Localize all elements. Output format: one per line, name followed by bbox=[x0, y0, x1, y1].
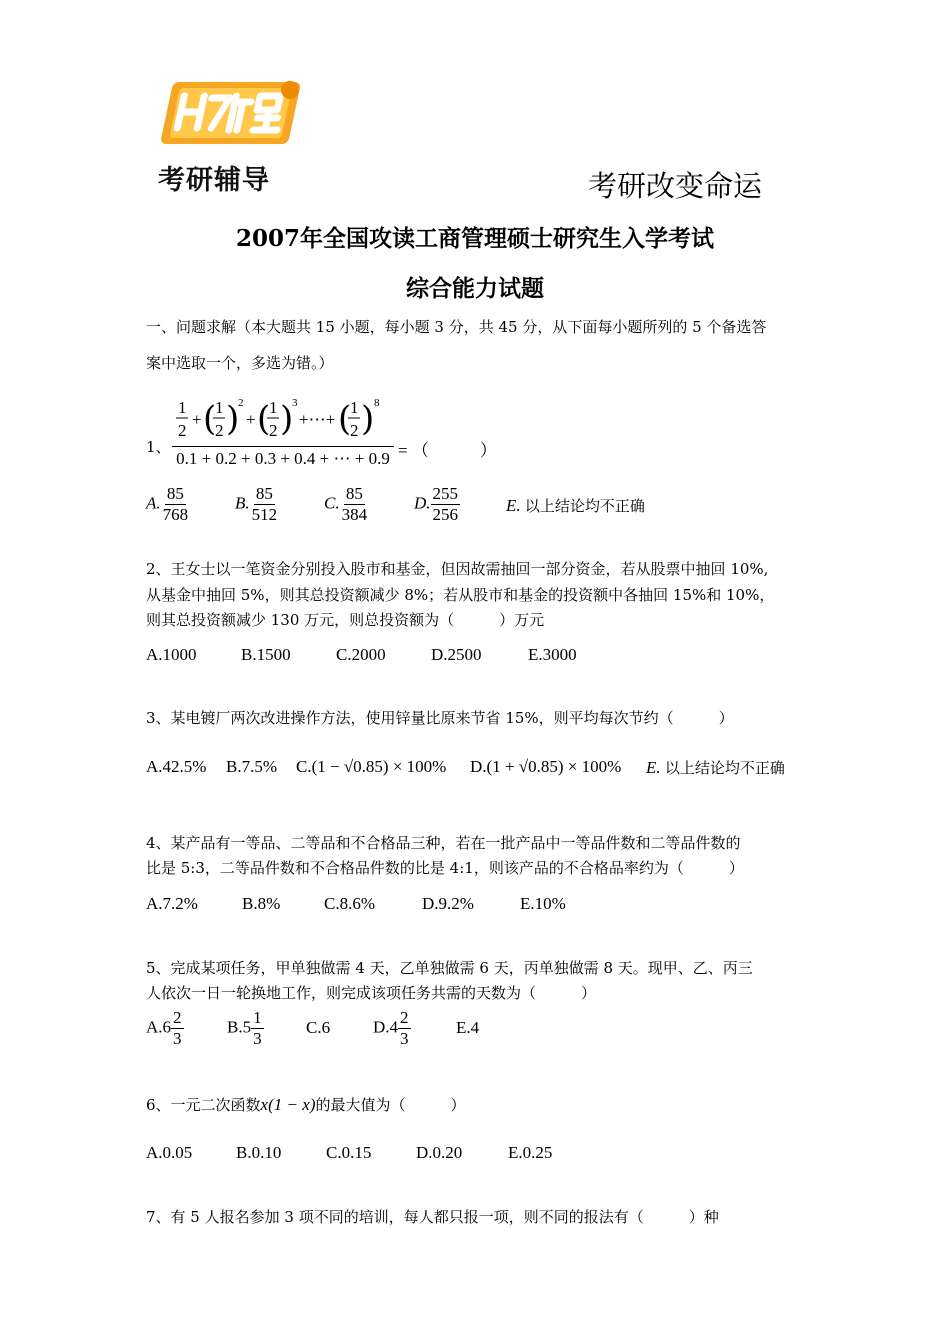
q2-option-a: A.1000 bbox=[146, 645, 197, 664]
q6-option-b: B.0.10 bbox=[236, 1143, 282, 1162]
svg-text:+: + bbox=[246, 410, 256, 429]
q4-line2: 比是 5:3，二等品件数和不合格品件数的比是 4:1，则该产品的不合格品率约为（ ） bbox=[146, 859, 744, 877]
brand-logo-mark bbox=[152, 78, 302, 156]
svg-text:): ) bbox=[226, 399, 240, 439]
section-intro-line1: 一、问题求解（本大题共 15 小题，每小题 3 分，共 45 分，从下面每小题所列的 5 个备选答 bbox=[146, 318, 767, 336]
q1-option-e: E. 以上结论均不正确 bbox=[506, 496, 645, 515]
svg-text:2: 2 bbox=[238, 397, 244, 409]
svg-text:+: + bbox=[192, 410, 202, 429]
svg-text:): ) bbox=[361, 399, 375, 439]
q1-option-b: B. $\frac{85}{512}$ bbox=[235, 484, 278, 524]
q1-option-d: D. $\frac{255}{256}$ bbox=[414, 484, 459, 524]
exam-subtitle: 综合能力试题 bbox=[406, 275, 544, 302]
svg-text:2: 2 bbox=[269, 421, 278, 440]
svg-text:+⋯+: +⋯+ bbox=[299, 410, 336, 429]
svg-text:3: 3 bbox=[292, 397, 298, 409]
svg-text:1: 1 bbox=[178, 398, 187, 417]
q4-option-c: C.8.6% bbox=[324, 894, 375, 913]
exam-title: 2007年全国攻读工商管理硕士研究生入学考试 bbox=[235, 225, 714, 252]
q6-option-c: C.0.15 bbox=[326, 1143, 372, 1162]
q6-option-a: A.0.05 bbox=[146, 1143, 193, 1162]
q2-option-e: E.3000 bbox=[528, 645, 577, 664]
svg-text:1: 1 bbox=[269, 398, 278, 417]
section-intro-line2: 案中选取一个，多选为错。） bbox=[146, 354, 334, 372]
q3-option-d: D.(1 + √0.85) × 100% bbox=[470, 757, 622, 776]
svg-text:(: ( bbox=[338, 399, 352, 439]
q5-option-a: A.6 $\frac{2}{3}$ bbox=[146, 1008, 182, 1048]
svg-text:1: 1 bbox=[350, 398, 359, 417]
q4-option-e: E.10% bbox=[520, 894, 566, 913]
q1-numerator bbox=[172, 394, 394, 444]
q5-option-c: C.6 bbox=[306, 1018, 331, 1037]
svg-text:(: ( bbox=[257, 399, 271, 439]
q3-line1: 3、某电镀厂两次改进操作方法，使用锌量比原来节省 15%，则平均每次节约（ ） bbox=[146, 709, 734, 727]
q1-option-c: C. $\frac{85}{384}$ bbox=[324, 484, 368, 524]
q6-option-d: D.0.20 bbox=[416, 1143, 463, 1162]
svg-text:2: 2 bbox=[215, 421, 224, 440]
q4-option-b: B.8% bbox=[242, 894, 281, 913]
q5-option-e: E.4 bbox=[456, 1018, 480, 1037]
svg-text:(: ( bbox=[203, 399, 217, 439]
svg-text:2: 2 bbox=[178, 421, 187, 440]
q2-option-d: D.2500 bbox=[431, 645, 482, 664]
svg-text:1: 1 bbox=[215, 398, 224, 417]
q2-option-c: C.2000 bbox=[336, 645, 386, 664]
svg-text:): ) bbox=[280, 399, 294, 439]
q5-option-b: B.5 $\frac{1}{3}$ bbox=[227, 1008, 262, 1048]
logo bbox=[150, 78, 310, 198]
q1-fraction bbox=[172, 394, 394, 469]
q1-number: 1、 bbox=[146, 438, 171, 456]
q6-option-e: E.0.25 bbox=[508, 1143, 553, 1162]
q4-line1: 4、某产品有一等品、二等品和不合格品三种，若在一批产品中一等品件数和二等品件数的 bbox=[146, 834, 741, 852]
slogan: 考研改变命运 bbox=[588, 169, 763, 203]
q2-option-b: B.1500 bbox=[241, 645, 291, 664]
q5-option-d: D.4 $\frac{2}{3}$ bbox=[373, 1008, 409, 1048]
q5-line1: 5、完成某项任务，甲单独做需 4 天，乙单独做需 6 天，丙单独做需 8 天。现甲、乙、丙三 bbox=[146, 959, 753, 977]
q4-option-d: D.9.2% bbox=[422, 894, 474, 913]
svg-text:8: 8 bbox=[374, 397, 380, 409]
q2-line3: 则其总投资额减少 130 万元，则总投资额为（ ）万元 bbox=[146, 611, 545, 629]
q3-option-c: C.(1 − √0.85) × 100% bbox=[296, 757, 447, 776]
logo-subtitle: 考研辅导 bbox=[158, 165, 270, 196]
q3-option-e: E. 以上结论均不正确 bbox=[646, 758, 785, 777]
q1-option-a: A. $\frac{85}{768}$ bbox=[146, 484, 189, 524]
q1-denominator: 0.1 + 0.2 + 0.3 + 0.4 + ⋯ + 0.9 bbox=[176, 449, 390, 468]
q5-line2: 人依次一日一轮换地工作，则完成该项任务共需的天数为（ ） bbox=[146, 984, 597, 1002]
q2-line1: 2、王女士以一笔资金分别投入股市和基金，但因故需抽回一部分资金，若从股票中抽回 10%, bbox=[146, 560, 769, 578]
q3-option-b: B.7.5% bbox=[226, 757, 277, 776]
q3-option-a: A.42.5% bbox=[146, 757, 207, 776]
q6-stem: 6、一元二次函数x(1 − x)的最大值为（ ） bbox=[146, 1095, 466, 1114]
q2-line2: 从基金中抽回 5%，则其总投资额减少 8%；若从股市和基金的投资额中各抽回 15%和 10%， bbox=[146, 586, 775, 604]
q1-tail: = （ ） bbox=[398, 441, 497, 460]
q4-option-a: A.7.2% bbox=[146, 894, 198, 913]
q7-line1: 7、有 5 人报名参加 3 项不同的培训，每人都只报一项，则不同的报法有（ ）种 bbox=[146, 1208, 719, 1226]
svg-text:2: 2 bbox=[350, 421, 359, 440]
